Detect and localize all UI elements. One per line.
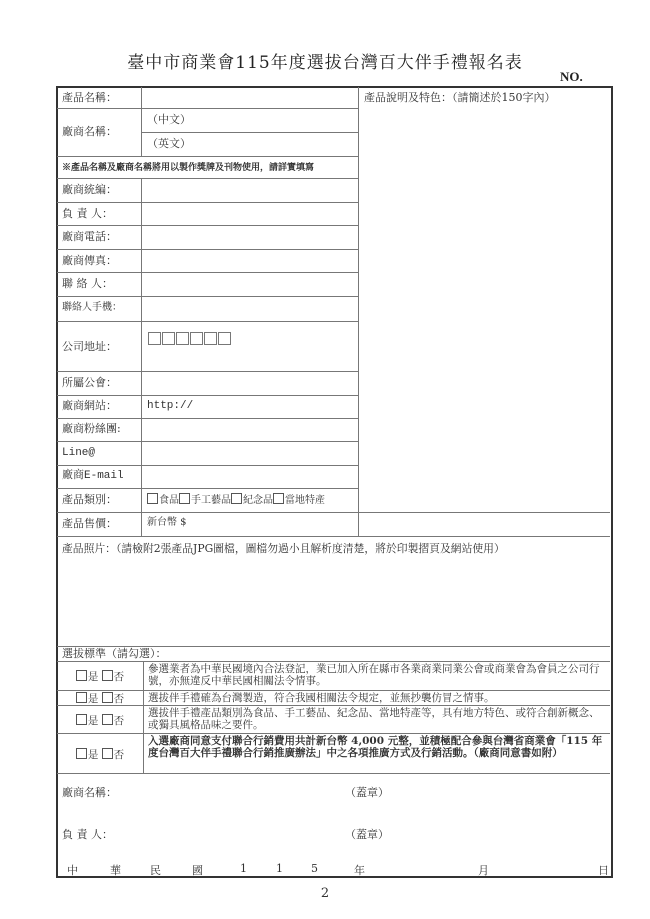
date-char: 中 bbox=[67, 864, 78, 877]
checkbox-yes[interactable] bbox=[76, 748, 87, 759]
contact-label: 聯 絡 人： bbox=[62, 277, 113, 290]
vendor-name-en[interactable]: （英文） bbox=[147, 137, 191, 150]
row-divider bbox=[57, 156, 358, 157]
postal-code-boxes[interactable] bbox=[148, 330, 232, 349]
line-label: Line@ bbox=[62, 447, 96, 459]
no-label: 否 bbox=[113, 749, 125, 761]
price-value[interactable]: 新台幣 $ bbox=[147, 517, 187, 528]
yes-label: 是 bbox=[87, 693, 99, 705]
category-options bbox=[147, 493, 325, 508]
row-divider bbox=[57, 202, 358, 203]
criteria-4-choice bbox=[62, 747, 138, 762]
row-divider bbox=[57, 441, 358, 442]
row-divider bbox=[57, 661, 610, 662]
vendor-name-zh[interactable]: （中文） bbox=[147, 113, 191, 126]
tax-id-label: 廠商統編： bbox=[62, 183, 117, 196]
row-divider bbox=[57, 296, 358, 297]
row-divider bbox=[57, 395, 358, 396]
col-divider bbox=[141, 178, 142, 536]
no-label: 否 bbox=[113, 693, 125, 705]
checkbox-handicraft[interactable] bbox=[179, 493, 190, 504]
date-char: 國 bbox=[192, 864, 203, 877]
category-handicraft: 手工藝品 bbox=[191, 495, 231, 506]
row-divider bbox=[57, 371, 358, 372]
checkbox-yes[interactable] bbox=[76, 692, 87, 703]
row-divider bbox=[57, 512, 610, 513]
checkbox-no[interactable] bbox=[102, 692, 113, 703]
checkbox-no[interactable] bbox=[102, 748, 113, 759]
category-food: 食品 bbox=[159, 495, 179, 506]
checkbox-no[interactable] bbox=[102, 670, 113, 681]
fax-label: 廠商傳真： bbox=[62, 254, 117, 267]
photo-label: 產品照片：（請檢附2張產品JPG圖檔，圖檔勿過小且解析度清楚，將於印製摺頁及網站使用） bbox=[62, 542, 505, 555]
date-char: 5 bbox=[311, 862, 318, 875]
owner-label: 負 責 人： bbox=[62, 207, 113, 220]
mobile-label: 聯絡人手機： bbox=[62, 302, 122, 313]
criteria-item-2: 選拔伴手禮確為台灣製造，符合我國相關法令規定，並無抄襲仿冒之情事。 bbox=[148, 692, 495, 704]
price-label: 產品售價： bbox=[62, 517, 117, 530]
criteria-header: 選拔標準（請勾選）： bbox=[62, 647, 167, 660]
yes-label: 是 bbox=[87, 671, 99, 683]
product-name-label: 產品名稱： bbox=[62, 91, 117, 104]
checkbox-yes[interactable] bbox=[76, 714, 87, 725]
date-char: 民 bbox=[150, 864, 161, 877]
criteria-item-3: 選拔伴手禮產品類別為食品、手工藝品、紀念品、當地特產等，具有地方特色、或符合創新概念、或獨具風格品味之要件。 bbox=[148, 707, 600, 731]
guild-label: 所屬公會： bbox=[62, 376, 117, 389]
yes-label: 是 bbox=[87, 749, 99, 761]
yes-label: 是 bbox=[87, 715, 99, 727]
checkbox-souvenir[interactable] bbox=[231, 493, 242, 504]
phone-label: 廠商電話： bbox=[62, 230, 117, 243]
date-char: 日 bbox=[598, 864, 609, 877]
website-value[interactable]: http:// bbox=[147, 400, 194, 412]
no-label: 否 bbox=[113, 715, 125, 727]
col-divider bbox=[143, 661, 144, 773]
form-note: ※產品名稱及廠商名稱將用以製作獎牌及刊物使用，請詳實填寫 bbox=[62, 163, 315, 173]
criteria-3-choice bbox=[62, 713, 138, 728]
checkbox-no[interactable] bbox=[102, 714, 113, 725]
row-divider bbox=[57, 465, 358, 466]
row-divider bbox=[57, 705, 610, 706]
category-label: 產品類別： bbox=[62, 493, 117, 506]
date-char: 華 bbox=[110, 864, 121, 877]
sign-vendor-label: 廠商名稱： bbox=[62, 786, 117, 799]
address-label: 公司地址： bbox=[62, 340, 117, 353]
category-souvenir: 紀念品 bbox=[243, 495, 273, 506]
product-desc-label: 產品說明及特色：（請簡述於150字內） bbox=[364, 91, 556, 104]
date-char: 月 bbox=[478, 864, 489, 877]
col-divider bbox=[141, 87, 142, 156]
form-title: 臺中市商業會115年度選拔台灣百大伴手禮報名表 bbox=[127, 53, 523, 73]
criteria-item-1: 參選業者為中華民國境內合法登記，業已加入所在縣市各業商業同業公會或商業會為會員之公司行號，亦無違反中華民國相關法令情事。 bbox=[148, 663, 600, 687]
row-divider bbox=[57, 690, 610, 691]
form-number-label: NO. bbox=[560, 69, 583, 84]
vendor-name-label: 廠商名稱： bbox=[62, 125, 117, 138]
owner-seal-label: （蓋章） bbox=[345, 828, 389, 841]
checkbox-yes[interactable] bbox=[76, 670, 87, 681]
row-divider bbox=[57, 536, 610, 537]
row-divider bbox=[57, 418, 358, 419]
no-label: 否 bbox=[113, 671, 125, 683]
date-char: 1 bbox=[240, 862, 247, 875]
row-divider bbox=[57, 108, 358, 109]
vendor-seal-label: （蓋章） bbox=[345, 786, 389, 799]
criteria-item-4: 入選廠商同意支付聯合行銷費用共計新台幣 4,000 元整，並積極配合參與台灣省商業會「115 年度台灣百大伴手禮聯合行銷推廣辦法」中之各項推廣方式及行銷活動。（廠商同意書如附） bbox=[148, 735, 603, 759]
fanpage-label: 廠商粉絲團: bbox=[62, 422, 121, 435]
form-frame bbox=[56, 86, 613, 878]
row-divider bbox=[57, 733, 610, 734]
date-char: 1 bbox=[276, 862, 283, 875]
page-number: 2 bbox=[320, 886, 330, 901]
category-local-specialty: 當地特產 bbox=[285, 495, 325, 506]
row-divider bbox=[57, 225, 358, 226]
row-divider bbox=[57, 321, 358, 322]
row-divider bbox=[57, 249, 358, 250]
date-char: 年 bbox=[354, 864, 365, 877]
email-label: 廠商E-mail bbox=[62, 470, 124, 482]
row-divider bbox=[57, 488, 358, 489]
row-divider bbox=[57, 272, 358, 273]
row-divider bbox=[57, 178, 358, 179]
criteria-2-choice bbox=[62, 691, 138, 706]
sign-owner-label: 負 責 人： bbox=[62, 828, 113, 841]
checkbox-food[interactable] bbox=[147, 493, 158, 504]
website-label: 廠商網站： bbox=[62, 399, 117, 412]
criteria-1-choice bbox=[62, 669, 138, 684]
row-divider bbox=[141, 132, 358, 133]
col-divider bbox=[358, 87, 359, 536]
row-divider bbox=[57, 773, 610, 774]
checkbox-local-specialty[interactable] bbox=[273, 493, 284, 504]
